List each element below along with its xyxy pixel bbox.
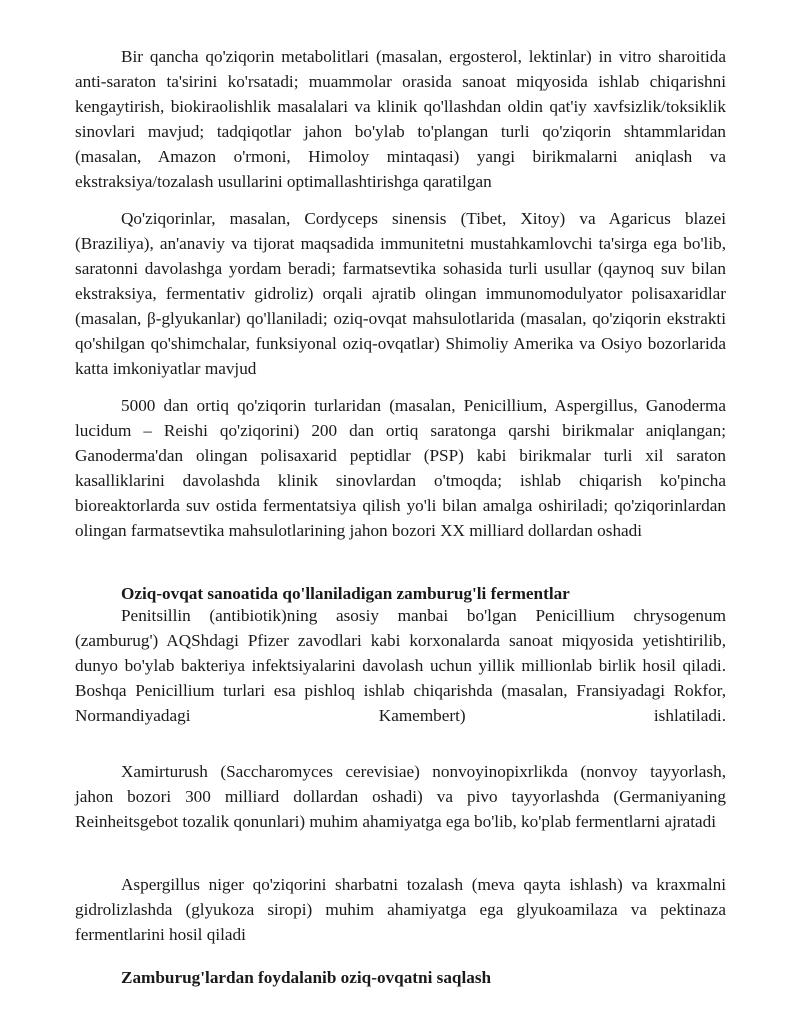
section-heading-fungal-enzymes: Oziq-ovqat sanoatida qo'llaniladigan zamburug'li fermentlar: [121, 584, 570, 603]
section-heading-food-preservation: Zamburug'lardan foydalanib oziq-ovqatni saqlash: [121, 968, 492, 987]
paragraph-yeast: Xamirturush (Saccharomyces cerevisiae) nonvoyinopixrlikda (nonvoy tayyorlash, jahon bozori 300 milliard dollardan oshadi) va pivo tayyorlashda (Germaniyaning Reinheitsgebot tozalik qonunlari) muhim ahamiyatga ega bo'lib, ko'plab fermentlarni ajratadi: [75, 762, 726, 831]
paragraph-penicillium: Penitsillin (antibiotik)ning asosiy manbai bo'lgan Penicillium chrysogenum (zamburug') AQShdagi Pfizer zavodlari kabi korxonalarda sanoat miqyosida yetishtirilib, dunyo bo'ylab bakteriya infektsiyalarini davolash uchun yillik millionlab birlik hosil qiladi. Boshqa Penicillium turlari esa pishloq ishlab chiqarishda (masalan, Fransiyadagi Rokfor, Normandiyadagi Kamembert) ishlatiladi.: [75, 606, 726, 725]
paragraph-fungal-species-compounds: 5000 dan ortiq qo'ziqorin turlaridan (masalan, Penicillium, Aspergillus, Ganoderma lucidum – Reishi qo'ziqorini) 200 dan ortiq saratonga qarshi birikmalar aniqlangan; Ganoderma'dan olingan polisaxarid peptidlar (PSP) kabi birikmalar turli xil saraton kasalliklarini davolashda klinik sinovlardan o'tmoqda; ishlab chiqarish ko'pincha bioreaktorlarda suv ostida fermentatsiya qilish yo'li bilan amalga oshiriladi; qo'ziqorinlardan olingan farmatsevtika mahsulotlarining jahon bozori XX milliard dollardan oshadi: [75, 396, 726, 540]
paragraph-anticancer-metabolites: Bir qancha qo'ziqorin metabolitlari (masalan, ergosterol, lektinlar) in vitro sharoitida anti-saraton ta'sirini ko'rsatadi; muammolar orasida sanoat miqyosida ishlab chiqarishni kengaytirish, biokiraolishlik masalalari va klinik qo'llashdan oldin qat'iy xavfsizlik/toksiklik sinovlari mavjud; tadqiqotlar jahon bo'ylab to'plangan turli qo'ziqorin shtammlaridan (masalan, Amazon o'rmoni, Himoloy mintaqasi) yangi birikmalarni aniqlash va ekstraksiya/tozalash usullarini optimallashtirishga qaratilgan: [75, 47, 726, 191]
paragraph-aspergillus-niger: Aspergillus niger qo'ziqorini sharbatni tozalash (meva qayta ishlash) va kraxmalni gidrolizlashda (glyukoza siropi) muhim ahamiyatga ega glyukoamilaza va pektinaza fermentlarini hosil qiladi: [75, 875, 726, 944]
paragraph-immunomodulating-mushrooms: Qo'ziqorinlar, masalan, Cordyceps sinensis (Tibet, Xitoy) va Agaricus blazei (Braziliya), an'anaviy va tijorat maqsadida immunitetni mustahkamlovchi ta'sirga ega bo'lib, saratonni davolashga yordam beradi; farmatsevtika sohasida turli usullar (qaynoq suv bilan ekstraksiya, fermentativ gidroliz) orqali ajratib olingan immunomodulyator polisaxaridlar (masalan, β-glyukanlar) qo'llaniladi; oziq-ovqat mahsulotlarida (masalan, qo'ziqorin ekstrakti qo'shilgan qo'shimchalar, funksiyonal oziq-ovqatlar) Shimoliy Amerika va Osiyo bozorlarida katta imkoniyatlar mavjud: [75, 209, 726, 378]
